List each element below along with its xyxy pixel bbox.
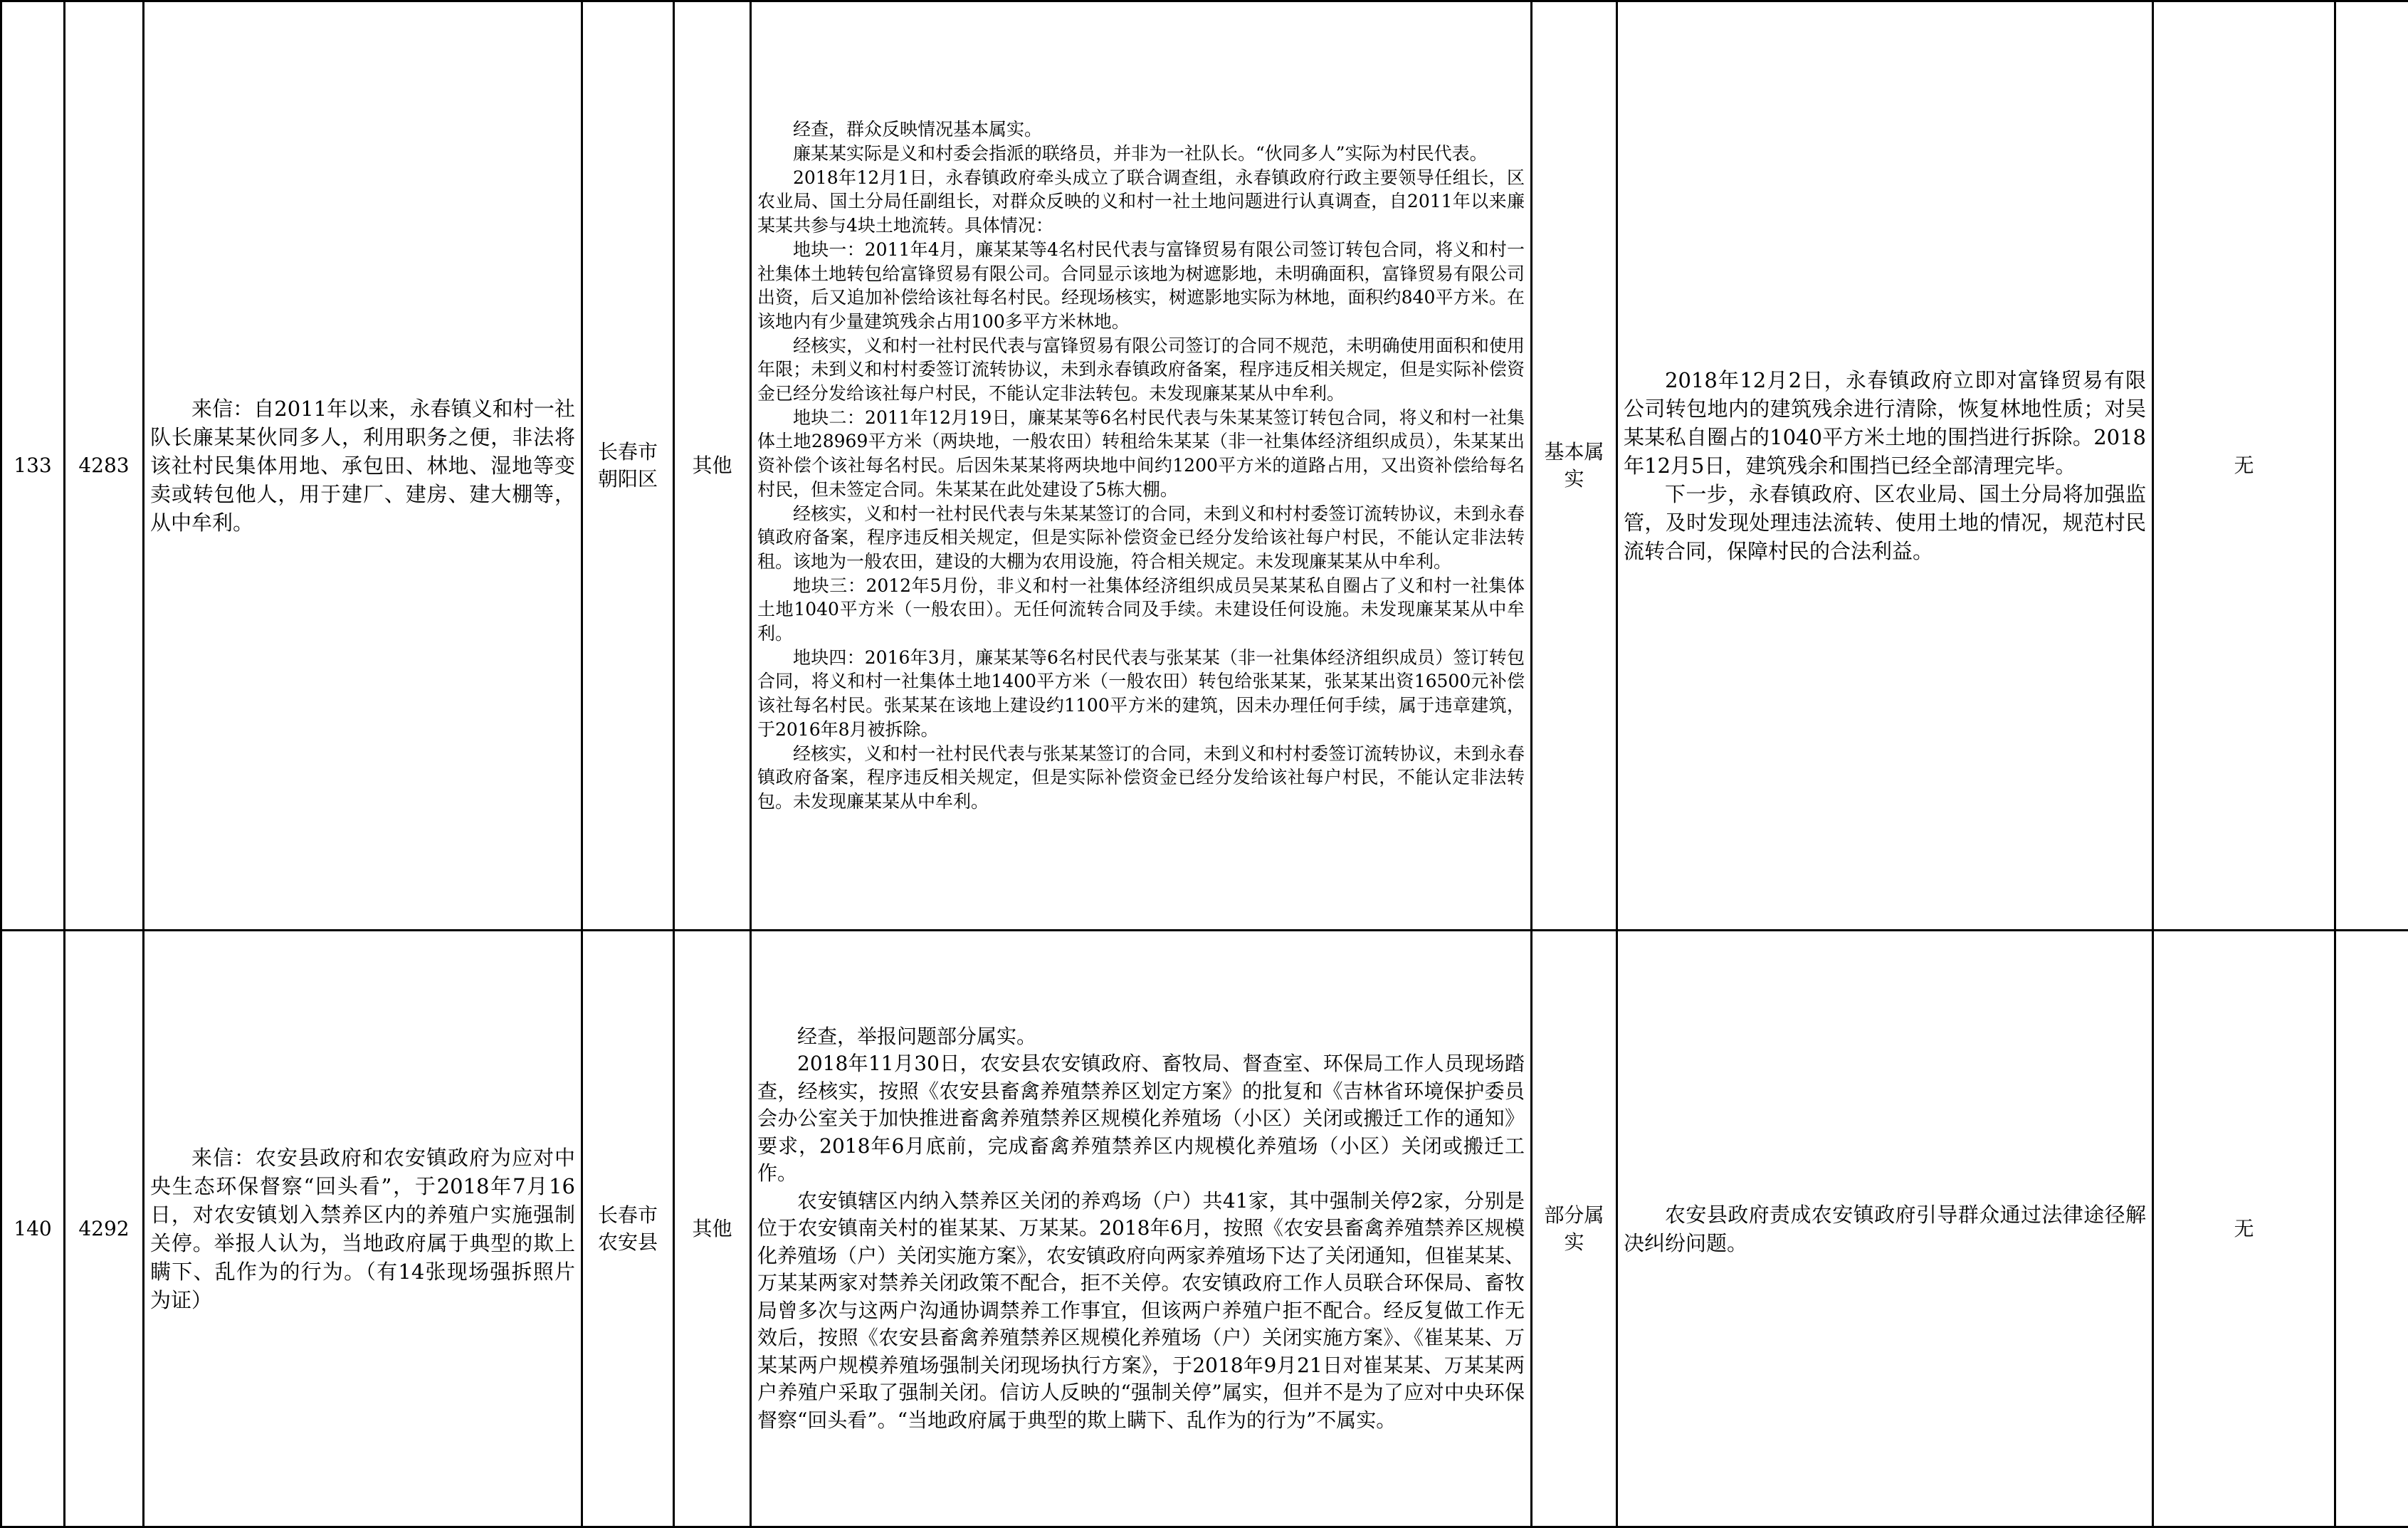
remark-cell — [2335, 1, 2408, 931]
remark-cell — [2335, 931, 2408, 1527]
region-cell: 长春市朝阳区 — [582, 1, 674, 931]
investigation-paragraph: 地块三：2012年5月份，非义和村一社集体经济组织成员吴某某私自圈占了义和村一社集体土地1040平方米（一般农田）。无任何流转合同及手续。未建设任何设施。未发现廉某某从中牟利。 — [757, 574, 1525, 646]
table-row — [1, 931, 2408, 1527]
accountability-cell: 无 — [2153, 1, 2335, 931]
case-number-cell: 4292 — [65, 931, 144, 1527]
handling-paragraph: 下一步，永春镇政府、区农业局、国土分局将加强监管，及时发现处理违法流转、使用土地的情况，规范村民流转合同，保障村民的合法利益。 — [1624, 480, 2146, 565]
investigation-paragraph: 经核实，义和村一社村民代表与富锋贸易有限公司签订的合同不规范，未明确使用面积和使用年限；未到义和村村委签订流转协议，未到永春镇政府备案，程序违反相关规定，但是实际补偿资金已经分发给该社每户村民，不能认定非法转包。未发现廉某某从中牟利。 — [757, 334, 1525, 406]
region-cell: 长春市农安县 — [582, 931, 674, 1527]
verdict-cell: 部分属实 — [1532, 931, 1617, 1527]
category-cell: 其他 — [674, 931, 751, 1527]
investigation-paragraph: 农安镇辖区内纳入禁养区关闭的养鸡场（户）共41家，其中强制关停2家，分别是位于农安镇南关村的崔某某、万某某。2018年6月，按照《农安县畜禽养殖禁养区规模化养殖场（户）关闭实施方案》，农安镇政府向两家养殖场下达了关闭通知，但崔某某、万某某两家对禁养关闭政策不配合，拒不关停。农安镇政府工作人员联合环保局、畜牧局曾多次与这两户沟通协调禁养工作事宜，但该两户养殖户拒不配合。经反复做工作无效后，按照《农安县畜禽养殖禁养区规模化养殖场（户）关闭实施方案》、《崔某某、万某某两户规模养殖场强制关闭现场执行方案》，于2018年9月21日对崔某某、万某某两户养殖户采取了强制关闭。信访人反映的“强制关停”属实，但并不是为了应对中央环保督察“回头看”。“当地政府属于典型的欺上瞒下、乱作为的行为”不属实。 — [757, 1188, 1525, 1435]
investigation-paragraph: 经查，举报问题部分属实。 — [757, 1023, 1525, 1051]
letter-text: 来信：农安县政府和农安镇政府为应对中央生态环保督察“回头看”，于2018年7月16日，对农安镇划入禁养区内的养殖户实施强制关停。举报人认为，当地政府属于典型的欺上瞒下、乱作为的行为。（有14张现场强拆照片为证） — [150, 1144, 575, 1314]
letter-content-cell — [144, 1, 582, 931]
handling-paragraph: 2018年12月2日，永春镇政府立即对富锋贸易有限公司转包地内的建筑残余进行清除，恢复林地性质；对吴某某私自圈占的1040平方米土地的围挡进行拆除。2018年12月5日，建筑残余和围挡已经全部清理完毕。 — [1624, 366, 2146, 480]
seq-cell: 133 — [1, 1, 65, 931]
investigation-paragraph: 经查，群众反映情况基本属实。 — [757, 117, 1525, 142]
case-number-cell: 4283 — [65, 1, 144, 931]
investigation-paragraph: 地块四：2016年3月，廉某某等6名村民代表与张某某（非一社集体经济组织成员）签订转包合同，将义和村一社集体土地1400平方米（一般农田）转包给张某某，张某某出资16500元补偿该社每名村民。张某某在该地上建设约1100平方米的建筑，因未办理任何手续，属于违章建筑，于2016年8月被拆除。 — [757, 646, 1525, 742]
investigation-paragraph: 廉某某实际是义和村委会指派的联络员，并非为一社队长。“伙同多人”实际为村民代表。 — [757, 142, 1525, 166]
letter-content-cell — [144, 931, 582, 1527]
investigation-paragraph: 2018年12月1日，永春镇政府牵头成立了联合调查组，永春镇政府行政主要领导任组长，区农业局、国土分局任副组长，对群众反映的义和村一社土地问题进行认真调查，自2011年以来廉某某共参与4块土地流转。具体情况： — [757, 166, 1525, 238]
investigation-paragraph: 经核实，义和村一社村民代表与朱某某签订的合同，未到义和村村委签订流转协议，未到永春镇政府备案，程序违反相关规定，但是实际补偿资金已经分发给该社每户村民，不能认定非法转租。该地为一般农田，建设的大棚为农用设施，符合相关规定。未发现廉某某从中牟利。 — [757, 502, 1525, 574]
investigation-cell — [751, 1, 1532, 931]
investigation-cell — [751, 931, 1532, 1527]
handling-cell — [1617, 931, 2153, 1527]
table-row — [1, 1, 2408, 931]
handling-paragraph: 农安县政府责成农安镇政府引导群众通过法律途径解决纠纷问题。 — [1624, 1200, 2146, 1257]
letter-text: 来信：自2011年以来，永春镇义和村一社队长廉某某伙同多人，利用职务之便，非法将该社村民集体用地、承包田、林地、湿地等变卖或转包他人，用于建厂、建房、建大棚等，从中牟利。 — [150, 394, 575, 537]
investigation-paragraph: 2018年11月30日，农安县农安镇政府、畜牧局、督查室、环保局工作人员现场踏查，经核实，按照《农安县畜禽养殖禁养区划定方案》的批复和《吉林省环境保护委员会办公室关于加快推进畜禽养殖禁养区规模化养殖场（小区）关闭或搬迁工作的通知》要求，2018年6月底前，完成畜禽养殖禁养区内规模化养殖场（小区）关闭或搬迁工作。 — [757, 1050, 1525, 1188]
investigation-paragraph: 地块一：2011年4月，廉某某等4名村民代表与富锋贸易有限公司签订转包合同，将义和村一社集体土地转包给富锋贸易有限公司。合同显示该地为树遮影地，未明确面积，富锋贸易有限公司出资，后又追加补偿给该社每名村民。经现场核实，树遮影地实际为林地，面积约840平方米。在该地内有少量建筑残余占用100多平方米林地。 — [757, 238, 1525, 334]
investigation-paragraph: 经核实，义和村一社村民代表与张某某签订的合同，未到义和村村委签订流转协议，未到永春镇政府备案，程序违反相关规定，但是实际补偿资金已经分发给该社每户村民，不能认定非法转包。未发现廉某某从中牟利。 — [757, 742, 1525, 814]
handling-cell — [1617, 1, 2153, 931]
accountability-cell: 无 — [2153, 931, 2335, 1527]
seq-cell: 140 — [1, 931, 65, 1527]
category-cell: 其他 — [674, 1, 751, 931]
investigation-paragraph: 地块二：2011年12月19日，廉某某等6名村民代表与朱某某签订转包合同，将义和村一社集体土地28969平方米（两块地，一般农田）转租给朱某某（非一社集体经济组织成员），朱某某出资补偿个该社每名村民。后因朱某某将两块地中间约1200平方米的道路占用，又出资补偿给每名村民，但未签定合同。朱某某在此处建设了5栋大棚。 — [757, 406, 1525, 502]
verdict-cell: 基本属实 — [1532, 1, 1617, 931]
